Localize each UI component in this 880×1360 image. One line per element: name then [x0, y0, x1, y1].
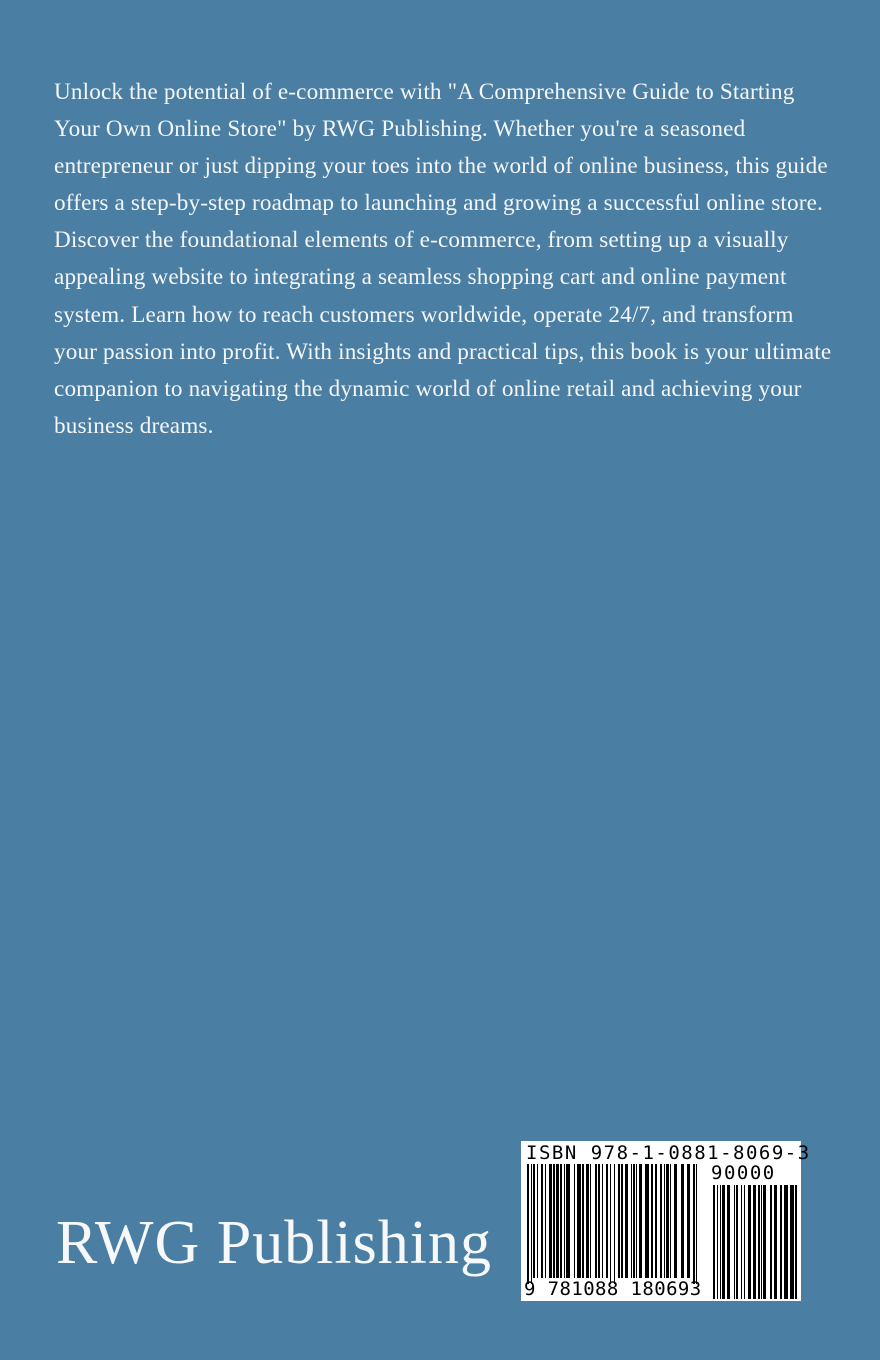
barcode-bar: [636, 1164, 637, 1278]
barcode-bar: [790, 1185, 794, 1299]
barcode-bar: [645, 1164, 649, 1278]
barcode-bar: [553, 1164, 555, 1278]
barcode-bar: [556, 1164, 559, 1278]
barcode-bar: [549, 1164, 552, 1278]
publisher-name: RWG Publishing: [56, 1209, 493, 1277]
price-code: 90000: [711, 1162, 776, 1184]
barcode-bar: [727, 1185, 730, 1299]
barcode-bar: [734, 1185, 735, 1299]
back-cover-blurb: Unlock the potential of e-commerce with "A Comprehensive Guide to Starting Your Own Online Store" by RWG Publishing. Whether you're a seasoned entrepreneur or just dipping your toes into the world of online business, this guide offers a step-by-step roadmap to launching and growing a successful online store. Discover the foundational elements of e-commerce, from setting up a visually appealing website to integrating a seamless shopping cart and online payment system. Learn how to reach customers worldwide, operate 24/7, and transform your passion into profit. With insights and practical tips, this book is your ultimate companion to navigating the dynamic world of online retail and achieving your business dreams.: [54, 79, 832, 439]
barcode-bar: [655, 1164, 657, 1278]
isbn-barcode: [521, 1141, 811, 1301]
ean-barcode-bars: [521, 1164, 701, 1284]
barcode-bar: [687, 1164, 690, 1278]
barcode-bar: [713, 1185, 715, 1299]
barcode-bar: [566, 1164, 570, 1278]
barcode-bar: [720, 1185, 721, 1299]
barcode-bar: [770, 1185, 772, 1299]
barcode-bar: [537, 1164, 538, 1278]
barcode-bar: [748, 1185, 751, 1299]
barcode-bar: [621, 1164, 623, 1278]
barcode-bar: [560, 1164, 562, 1278]
barcode-bar: [666, 1164, 669, 1278]
barcode-bar: [660, 1164, 662, 1278]
barcode-bar: [681, 1164, 684, 1278]
barcode-bar: [664, 1164, 665, 1278]
barcode-bar: [693, 1164, 695, 1284]
barcode-bar: [602, 1164, 603, 1278]
barcode-bar: [774, 1185, 777, 1299]
barcode-bar: [736, 1185, 738, 1299]
barcode-bar: [527, 1164, 529, 1284]
barcode-bar: [618, 1164, 620, 1278]
barcode-bar: [545, 1164, 546, 1278]
barcode-bar: [595, 1164, 597, 1278]
barcode-bar: [674, 1164, 677, 1278]
barcode-bar: [741, 1185, 742, 1299]
barcode-bar: [780, 1185, 782, 1299]
barcode-bar: [758, 1185, 760, 1299]
barcode-bar: [717, 1185, 718, 1299]
isbn-label: ISBN 978-1-0881-8069-3: [526, 1142, 811, 1164]
barcode-bar: [533, 1164, 535, 1278]
barcode-bar: [625, 1164, 628, 1278]
barcode-bar: [606, 1164, 608, 1278]
barcode-bar: [598, 1164, 600, 1278]
barcode-bar: [722, 1185, 725, 1299]
barcode-bar: [763, 1185, 766, 1299]
barcode-bar: [590, 1164, 591, 1278]
barcode-bar: [633, 1164, 635, 1278]
barcode-bar: [761, 1185, 762, 1299]
barcode-bar: [670, 1164, 671, 1278]
barcode-bar: [531, 1164, 532, 1284]
barcode-bar: [541, 1164, 543, 1278]
barcode-bar: [577, 1164, 581, 1278]
barcode-bar: [744, 1185, 745, 1299]
barcode-bar: [753, 1185, 756, 1299]
barcode-bar: [574, 1164, 575, 1278]
barcode-bar: [639, 1164, 642, 1278]
barcode-bar: [784, 1185, 788, 1299]
barcode-bar: [696, 1164, 697, 1284]
barcode-bar: [564, 1164, 565, 1278]
ean-digits: 9 781088 180693: [524, 1278, 702, 1300]
barcode-bar: [614, 1164, 615, 1284]
price-addon-bars: [711, 1185, 799, 1299]
barcode-bar: [610, 1164, 611, 1284]
barcode-bar: [795, 1185, 797, 1299]
barcode-bar: [631, 1164, 632, 1278]
barcode-bar: [651, 1164, 653, 1278]
barcode-bar: [582, 1164, 584, 1278]
barcode-bar: [586, 1164, 589, 1278]
